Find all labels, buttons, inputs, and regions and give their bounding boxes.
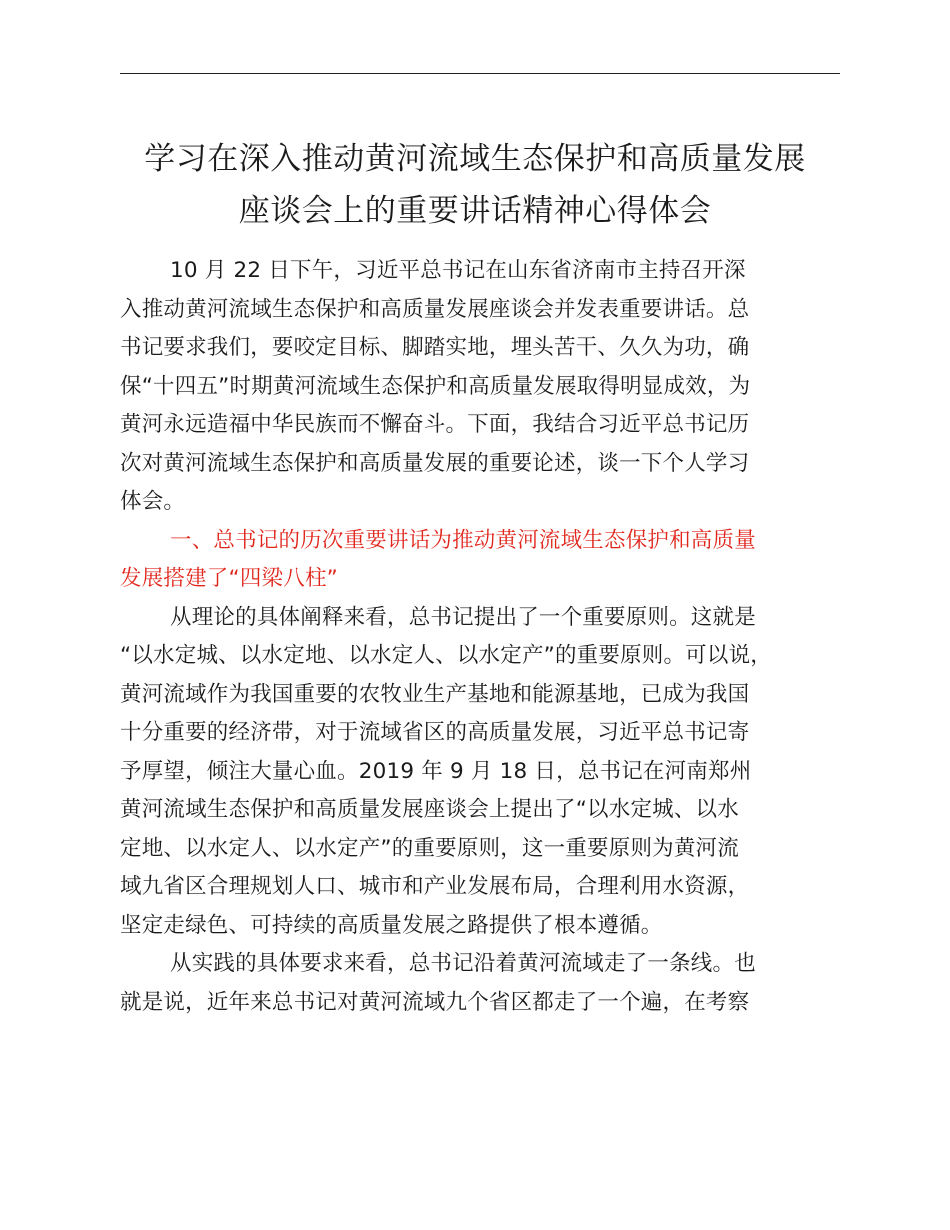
document-body <box>120 252 860 1022</box>
paragraph-line: 予厚望，倾注大量心血。2019 年 9 月 18 日，总书记在河南郑州 <box>120 758 752 784</box>
heading-line: 发展搭建了“四梁八柱” <box>120 566 338 591</box>
paragraph-line: 域九省区合理规划人口、城市和产业发展布局，合理利用水资源， <box>120 874 750 899</box>
paragraph-intro <box>120 252 860 522</box>
header-rule <box>120 73 840 74</box>
paragraph-line: 坚定走绿色、可持续的高质量发展之路提供了根本遵循。 <box>120 912 663 938</box>
paragraph-line: 从实践的具体要求来看，总书记沿着黄河流域走了一条线。也 <box>170 951 756 976</box>
title-line: 座谈会上的重要讲话精神心得体会 <box>238 193 712 229</box>
paragraph-line: 体会。 <box>120 489 186 514</box>
paragraph-theory <box>120 599 860 946</box>
paragraph-practice <box>120 945 860 1022</box>
paragraph-line: 十分重要的经济带，对于流域省区的高质量发展，习近平总书记寄 <box>120 720 750 745</box>
paragraph-line: 就是说，近年来总书记对黄河流域九个省区都走了一个遍，在考察 <box>120 989 750 1015</box>
paragraph-line: 黄河流域作为我国重要的农牧业生产基地和能源基地，已成为我国 <box>120 681 750 707</box>
paragraph-line: 保“十四五”时期黄河流域生态保护和高质量发展取得明显成效，为 <box>120 373 751 399</box>
paragraph-line: 从理论的具体阐释来看，总书记提出了一个重要原则。这就是 <box>170 604 756 630</box>
paragraph-line: “以水定城、以水定地、以水定人、以水定产”的重要原则。可以说， <box>120 643 772 668</box>
paragraph-line: 入推动黄河流域生态保护和高质量发展座谈会并发表重要讲话。总 <box>120 296 750 322</box>
paragraph-line: 10 月 22 日下午，习近平总书记在山东省济南市主持召开深 <box>170 258 746 283</box>
title-line: 学习在深入推动黄河流域生态保护和高质量发展 <box>144 141 806 177</box>
paragraph-line: 黄河流域生态保护和高质量发展座谈会上提出了“以水定城、以水 <box>120 797 739 822</box>
paragraph-line: 黄河永远造福中华民族而不懈奋斗。下面，我结合习近平总书记历 <box>120 412 750 437</box>
paragraph-line: 书记要求我们，要咬定目标、脚踏实地，埋头苦干、久久为功，确 <box>120 335 750 360</box>
heading-line: 一、总书记的历次重要讲话为推动黄河流域生态保护和高质量 <box>170 527 756 553</box>
paragraph-line: 次对黄河流域生态保护和高质量发展的重要论述，谈一下个人学习 <box>120 450 750 476</box>
paragraph-line: 定地、以水定人、以水定产”的重要原则，这一重要原则为黄河流 <box>120 835 739 861</box>
document-title <box>100 133 850 237</box>
section-heading <box>120 522 860 599</box>
